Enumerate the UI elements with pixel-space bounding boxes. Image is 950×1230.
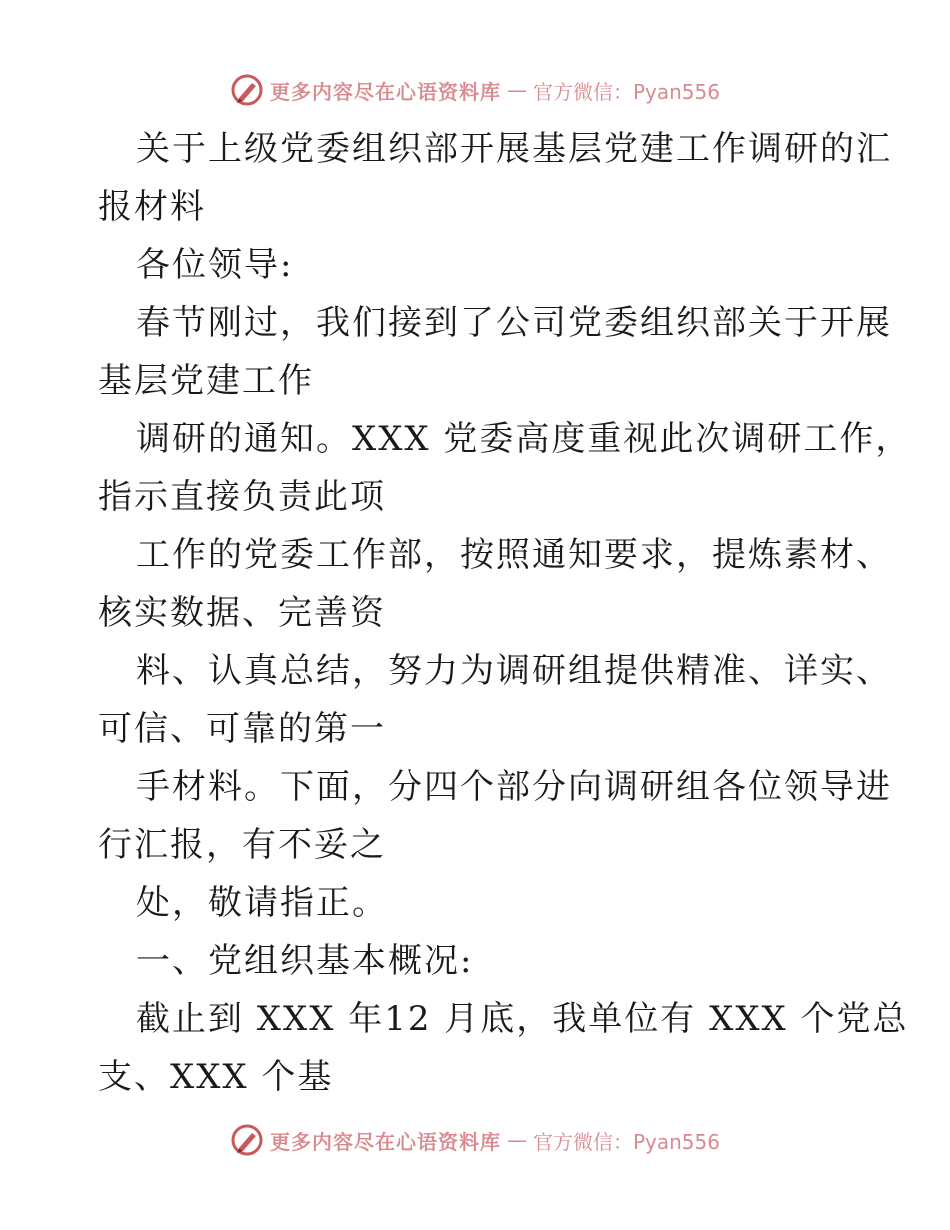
text-line: 调研的通知。XXX 党委高度重视此次调研工作， [136, 419, 912, 459]
text-line: 报材料 [98, 187, 206, 227]
header-watermark-banner [0, 70, 950, 110]
text-line: 春节刚过，我们接到了公司党委组织部关于开展 [136, 303, 892, 343]
text-line: 支、XXX 个基 [98, 1057, 334, 1097]
watermark-wechat: 官方微信：Pyan556 [532, 79, 720, 104]
watermark-separator: — [506, 1128, 527, 1152]
footer-watermark-banner [0, 1120, 950, 1160]
text-line: 各位领导: [136, 245, 294, 285]
text-line: 行汇报，有不妥之 [98, 825, 386, 865]
watermark-text: 更多内容尽在心语资料库 [269, 79, 501, 104]
watermark-wechat: 官方微信：Pyan556 [532, 1129, 720, 1154]
text-line: 核实数据、完善资 [98, 593, 386, 633]
text-line: 手材料。下面，分四个部分向调研组各位领导进 [136, 767, 892, 807]
text-line: 截止到 XXX 年12 月底，我单位有 XXX 个党总 [136, 999, 909, 1039]
pen-logo-icon [230, 1123, 264, 1157]
watermark-separator: — [506, 78, 527, 102]
watermark-text: 更多内容尽在心语资料库 [269, 1129, 501, 1154]
text-line: 关于上级党委组织部开展基层党建工作调研的汇 [136, 129, 892, 169]
text-line: 工作的党委工作部，按照通知要求，提炼素材、 [136, 535, 892, 575]
text-line: 基层党建工作 [98, 361, 314, 401]
pen-logo-icon [230, 73, 264, 107]
text-line: 料、认真总结，努力为调研组提供精准、详实、 [136, 651, 892, 691]
text-line: 一、党组织基本概况: [136, 941, 474, 981]
text-line: 指示直接负责此项 [98, 477, 386, 517]
text-line: 可信、可靠的第一 [98, 709, 386, 749]
text-line: 处，敬请指正。 [136, 883, 388, 923]
document-body [98, 120, 912, 1106]
